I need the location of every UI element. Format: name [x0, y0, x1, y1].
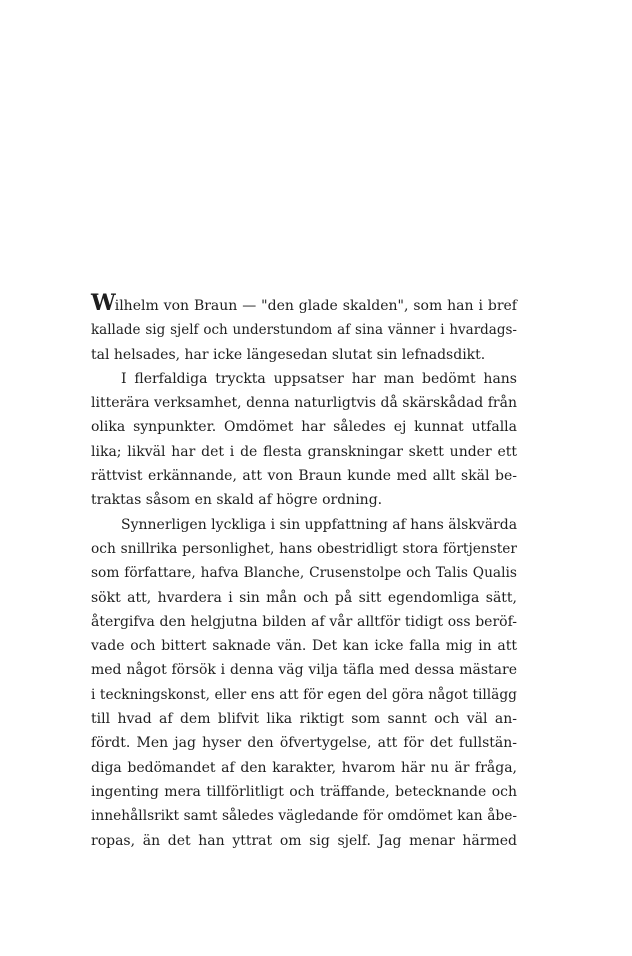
text-line: med något försök i denna väg vilja täfla med dessa mästare — [91, 662, 517, 679]
paragraph — [91, 513, 517, 853]
text-line: ropas, än det han yttrat om sig sjelf. Jag menar härmed — [91, 832, 517, 849]
text-line: litterära verksamhet, denna naturligtvis då skärskådad från — [91, 395, 517, 412]
text-line: innehållsrikt samt således vägledande för omdömet kan åbe- — [91, 808, 517, 825]
text-line: olika synpunkter. Omdömet har således ej kunnat utfalla — [91, 419, 517, 436]
text-line: I flerfaldiga tryckta uppsatser har man bedömt hans — [121, 370, 517, 387]
text-line: traktas såsom en skald af högre ordning. — [91, 492, 383, 509]
body-text — [91, 290, 518, 853]
text-line: ingenting mera tillförlitligt och träffande, betecknande och — [91, 783, 517, 800]
text-line: Wilhelm von Braun — "den glade skalden", som han i bref — [91, 290, 517, 316]
text-line: som författare, hafva Blanche, Crusenstolpe och Talis Qualis — [91, 565, 517, 582]
text-line: kallade sig sjelf och understundom af sina vänner i hvardags- — [91, 322, 517, 339]
paragraph — [91, 367, 517, 513]
text-line: diga bedömandet af den karakter, hvarom här nu är fråga, — [91, 759, 517, 776]
text-line: återgifva den helgjutna bilden af vår alltför tidigt oss beröf- — [91, 613, 517, 630]
text-line: Synnerligen lyckliga i sin uppfattning af hans älskvärda — [121, 516, 518, 533]
text-line: tal helsades, har icke längesedan slutat sin lefnadsdikt. — [91, 346, 486, 363]
text-line: fördt. Men jag hyser den öfvertygelse, att för det fullstän- — [91, 735, 517, 752]
text-line: lika; likväl har det i de flesta granskningar skett under ett — [91, 443, 517, 460]
text-line: och snillrika personlighet, hans obestridligt stora förtjenster — [91, 540, 517, 557]
text-line: sökt att, hvardera i sin mån och på sitt egendomliga sätt, — [91, 589, 517, 606]
paragraph — [91, 290, 517, 367]
text-line: i teckningskonst, eller ens att för egen del göra något tillägg — [91, 686, 517, 703]
text-line: vade och bittert saknade vän. Det kan icke falla mig in att — [91, 638, 517, 655]
initial-letter: W — [91, 290, 115, 316]
text-line: rättvist erkännande, att von Braun kunde med allt skäl be- — [91, 468, 517, 485]
text-line: till hvad af dem blifvit lika riktigt som sannt och väl an- — [91, 711, 517, 728]
